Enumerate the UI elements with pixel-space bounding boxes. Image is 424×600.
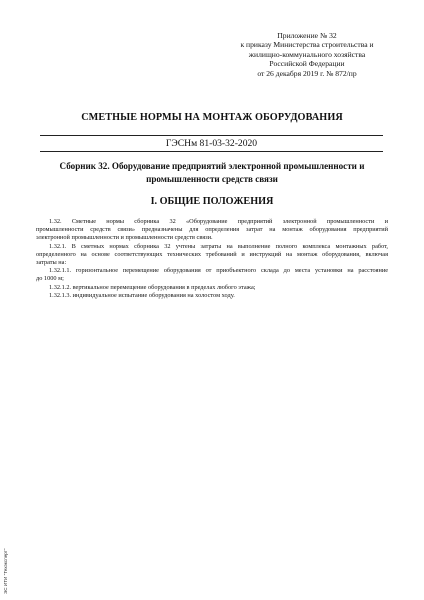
paragraph-line: 1.32.1. В сметных нормах сборника 32 учтены затраты на выполнение полного комплекса монтажных работ, — [49, 242, 388, 250]
appendix-note — [214, 31, 400, 78]
appendix-line: Российской Федерации — [269, 59, 345, 69]
collection-title-line: Сборник 32. Оборудование предприятий электронной промышленности и — [59, 161, 365, 171]
collection-title — [44, 160, 380, 186]
paragraph-line: определенного на основе соответствующих технических требований и инструкций на монтаж оборудования, включая — [36, 250, 388, 258]
appendix-line: от 26 декабря 2019 г. № 872/пр — [257, 68, 357, 78]
appendix-line: к приказу Министерства строительства и — [240, 40, 374, 50]
collection-title-line: промышленности средств связи — [146, 174, 278, 184]
document-code: ГЭСНм 81-03-32-2020 — [165, 138, 258, 149]
paragraph-line: электронной промышленности и промышленности средств связи. — [36, 234, 213, 242]
paragraph-line: затраты на: — [36, 258, 67, 266]
section-heading: I. ОБЩИЕ ПОЛОЖЕНИЯ — [150, 196, 274, 207]
appendix-line: жилищно-коммунального хозяйства — [248, 49, 366, 59]
appendix-line: Приложение № 32 — [277, 31, 337, 40]
code-bottom-rule — [40, 151, 383, 152]
paragraph-line: промышленности средств связи» предназначены для определения затрат на монтаж оборудования предприятий — [36, 226, 388, 234]
paragraph-line: до 1000 м; — [36, 275, 64, 283]
paragraph-line: 1.32.1.2. вертикальное перемещение оборудования в пределах любого этажа; — [49, 283, 256, 291]
body-text — [36, 218, 388, 300]
paragraph-line: 1.32.1.1. горизонтальное перемещение оборудования от приобъектного склада до места установки на расстояние — [49, 267, 388, 275]
paragraph-line: 1.32. Сметные нормы сборника 32 «Оборудование предприятий электронной промышленности и — [49, 218, 388, 225]
document-title: СМЕТНЫЕ НОРМЫ НА МОНТАЖ ОБОРУДОВАНИЯ — [81, 112, 343, 123]
paragraph-line: 1.32.1.3. индивидуальное испытание оборудования на холостом ходу. — [49, 291, 235, 299]
side-watermark: ЭС ИТИ "Техэксперт" — [3, 548, 8, 594]
code-top-rule — [40, 135, 383, 136]
